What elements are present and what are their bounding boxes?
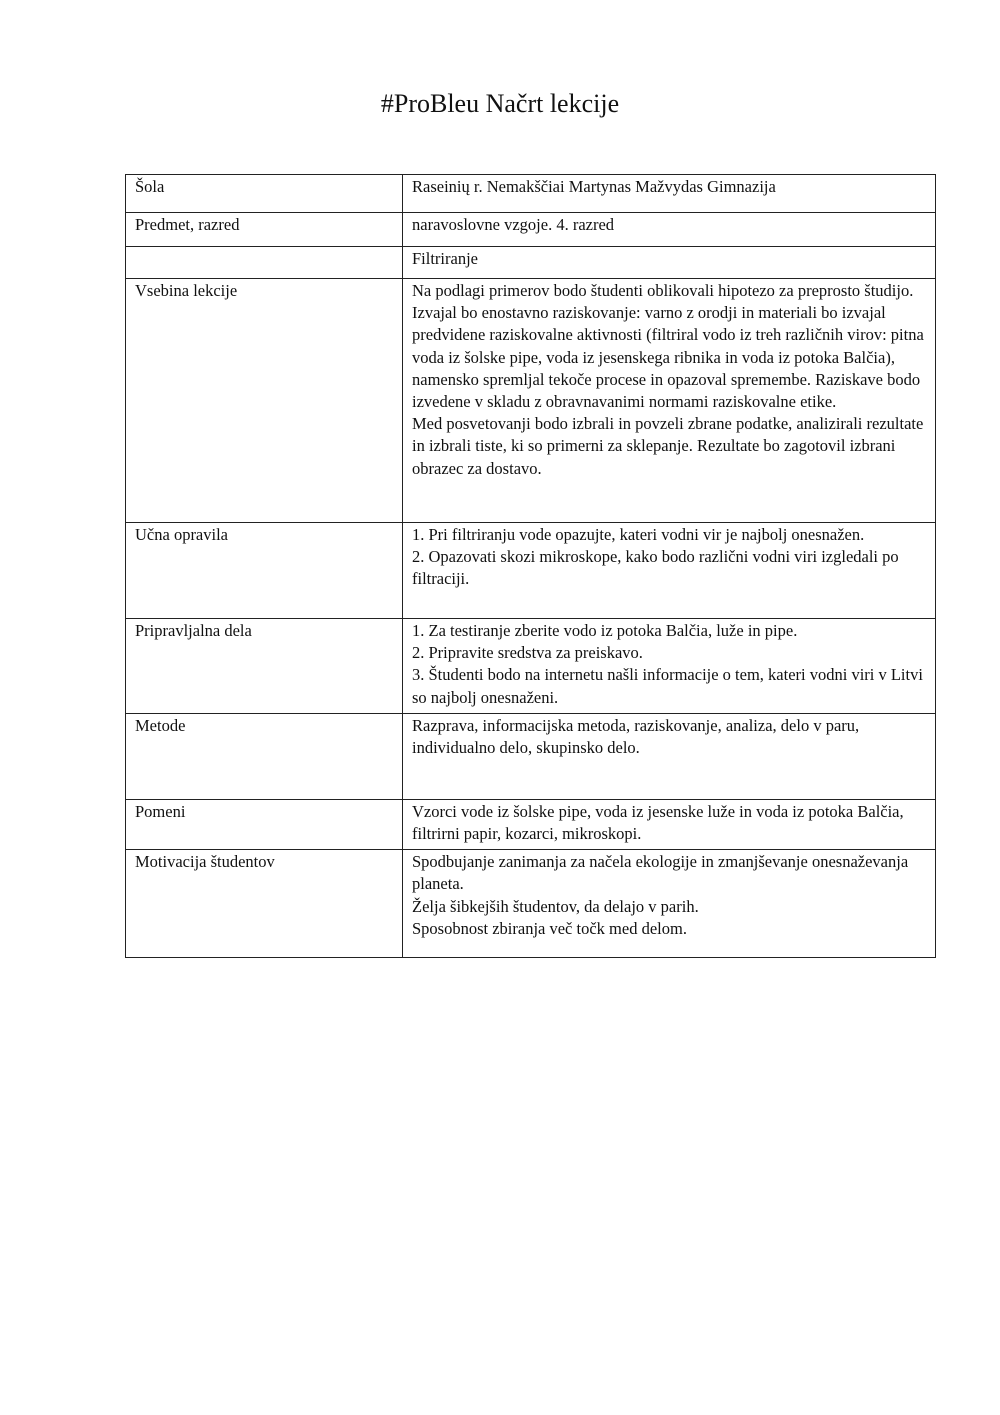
- table-row-methods: [126, 713, 936, 799]
- content-paragraph: Na podlagi primerov bodo študenti oblikovali hipotezo za preprosto študijo.: [412, 281, 914, 300]
- table-row-school: [126, 175, 936, 213]
- table-row-motivation: [126, 850, 936, 958]
- row-value: [403, 523, 936, 619]
- table-row-materials: [126, 799, 936, 849]
- row-value: Filtriranje: [403, 247, 936, 279]
- table-row-content: [126, 279, 936, 523]
- table-row-topic: [126, 247, 936, 279]
- list-item: Sposobnost zbiranja več točk med delom.: [412, 918, 687, 938]
- row-value: naravoslovne vzgoje. 4. razred: [403, 213, 936, 247]
- table-row-subject: [126, 213, 936, 247]
- row-label: Učna opravila: [126, 523, 403, 619]
- list-item: 1. Pri filtriranju vode opazujte, kateri vodni vir je najbolj onesnažen.: [412, 525, 865, 544]
- list-item: 2. Pripravite sredstva za preiskavo.: [412, 643, 643, 663]
- list-item: 1. Za testiranje zberite vodo iz potoka Balčia, luže in pipe.: [412, 621, 798, 640]
- row-label: Pripravljalna dela: [126, 619, 403, 714]
- row-value: [403, 279, 936, 523]
- list-item: 2. Opazovati skozi mikroskope, kako bodo različni vodni viri izgledali po filtraciji.: [412, 547, 899, 589]
- row-label: Predmet, razred: [126, 213, 403, 247]
- row-value: [403, 850, 936, 958]
- row-value: Raseinių r. Nemakščiai Martynas Mažvydas Gimnazija: [403, 175, 936, 213]
- row-label: Šola: [126, 175, 403, 213]
- row-value: Vzorci vode iz šolske pipe, voda iz jesenske luže in voda iz potoka Balčia, filtrirni papir, kozarci, mikroskopi.: [403, 799, 936, 849]
- table-row-tasks: [126, 523, 936, 619]
- list-item: 3. Študenti bodo na internetu našli informacije o tem, kateri vodni viri v Litvi so najbolj onesnaženi.: [412, 665, 923, 707]
- row-label-empty: [126, 247, 403, 279]
- row-value: [403, 619, 936, 714]
- list-item: Spodbujanje zanimanja za načela ekologije in zmanjševanje onesnaževanja planeta.: [412, 852, 909, 894]
- row-label: Metode: [126, 713, 403, 799]
- list-item: Želja šibkejših študentov, da delajo v parih.: [412, 896, 699, 916]
- row-label: Pomeni: [126, 799, 403, 849]
- row-value: Razprava, informacijska metoda, raziskovanje, analiza, delo v paru, individualno delo, skupinsko delo.: [403, 713, 936, 799]
- page-title: #ProBleu Načrt lekcije: [380, 89, 620, 118]
- row-label: Vsebina lekcije: [126, 279, 403, 523]
- lesson-plan-table: [125, 174, 936, 958]
- row-label: Motivacija študentov: [126, 850, 403, 958]
- content-paragraph: Izvajal bo enostavno raziskovanje: varno z orodji in materiali bo izvajal predvidene raziskovalne aktivnosti (filtriral vodo iz treh različnih virov: pitna voda iz šolske pipe, voda iz jesenskega ribnika in voda iz potoka Balčia), namensko spremljal tekoče procese in opazoval spremembe. Raziskave bodo izvedene v skladu z obravnavanimi normami raziskovalne etike.: [412, 303, 924, 412]
- table-row-preparation: [126, 619, 936, 714]
- content-paragraph: Med posvetovanji bodo izbrali in povzeli zbrane podatke, analizirali rezultate in izbrali tiste, ki so primerni za sklepanje. Rezultate bo zagotovil izbrani obrazec za dostavo.: [412, 414, 924, 478]
